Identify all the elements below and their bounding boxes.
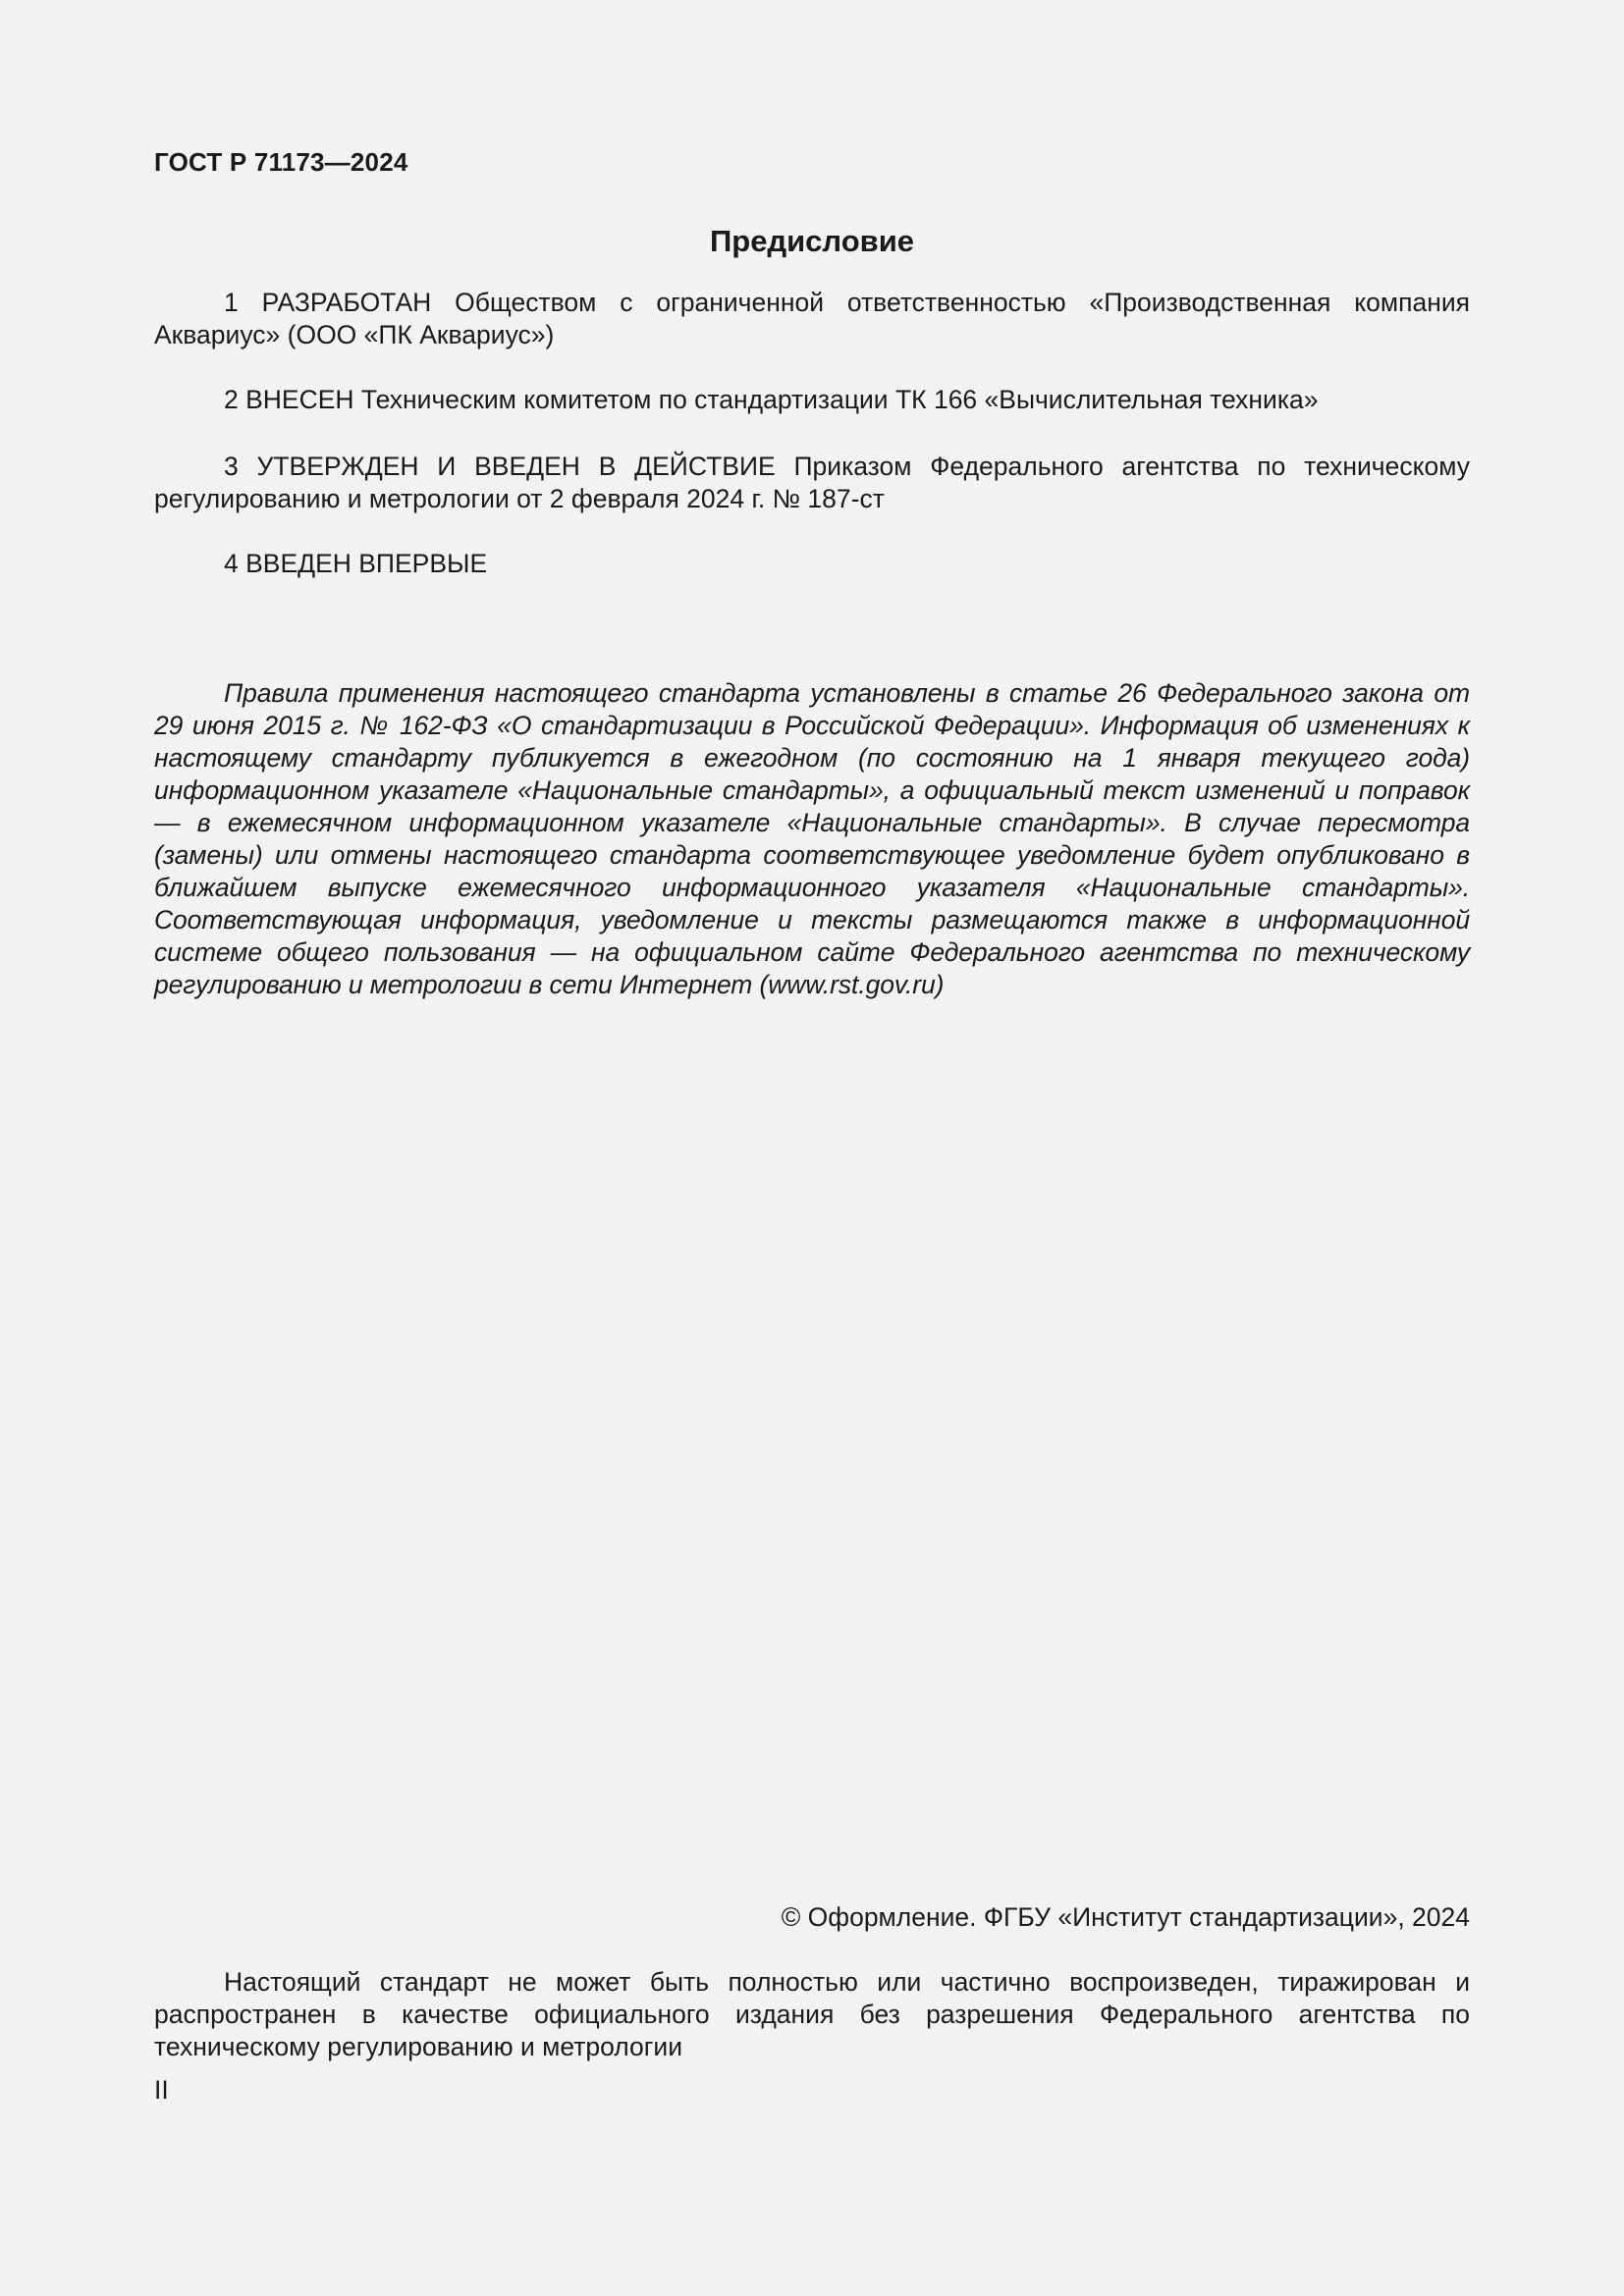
application-rules-note: Правила применения настоящего стандарта установлены в статье 26 Федерального закона от 29 июня 2015 г. № 162-ФЗ «О стандартизации в Российской Федерации». Информация об изменениях к настоящему стандарту публикуется в ежегодном (по состоянию на 1 января текущего года) информационном указателе «Национальные стандарты», а официальный текст изменений и поправок — в ежемесячном информационном указателе «Национальные стандарты». В случае пересмотра (замены) или отмены настоящего стандарта соответствующее уведомление будет опубликовано в ближайшем выпуске ежемесячного информационного указателя «Национальные стандарты». Соответствующая информация, уведомление и тексты размещаются также в информационной системе общего пользования — на официальном сайте Федерального агентства по техническому регулированию и метрологии в сети Интернет (www.rst.gov.ru) — [154, 678, 1470, 999]
preface-item-2: 2 ВНЕСЕН Техническим комитетом по стандартизации ТК 166 «Вычислительная техника» — [224, 385, 1319, 414]
preface-item-4: 4 ВВЕДЕН ВПЕРВЫЕ — [224, 549, 488, 578]
reproduction-notice: Настоящий стандарт не может быть полностью или частично воспроизведен, тиражирован и распространен в качестве официального издания без разрешения Федерального агентства по техническому регулированию и метрологии — [154, 1967, 1470, 2061]
document-code: ГОСТ Р 71173—2024 — [154, 147, 408, 177]
preface-item-1: 1 РАЗРАБОТАН Обществом с ограниченной ответственностью «Производственная компания Аквариус» (ООО «ПК Аквариус») — [154, 288, 1470, 349]
preface-title: Предисловие — [709, 224, 914, 258]
preface-item-3: 3 УТВЕРЖДЕН И ВВЕДЕН В ДЕЙСТВИЕ Приказом Федерального агентства по техническому регулированию и метрологии от 2 февраля 2024 г. № 187-ст — [154, 452, 1470, 513]
page-number: II — [154, 2075, 169, 2105]
copyright-line: © Оформление. ФГБУ «Институт стандартизации», 2024 — [781, 1902, 1470, 1932]
